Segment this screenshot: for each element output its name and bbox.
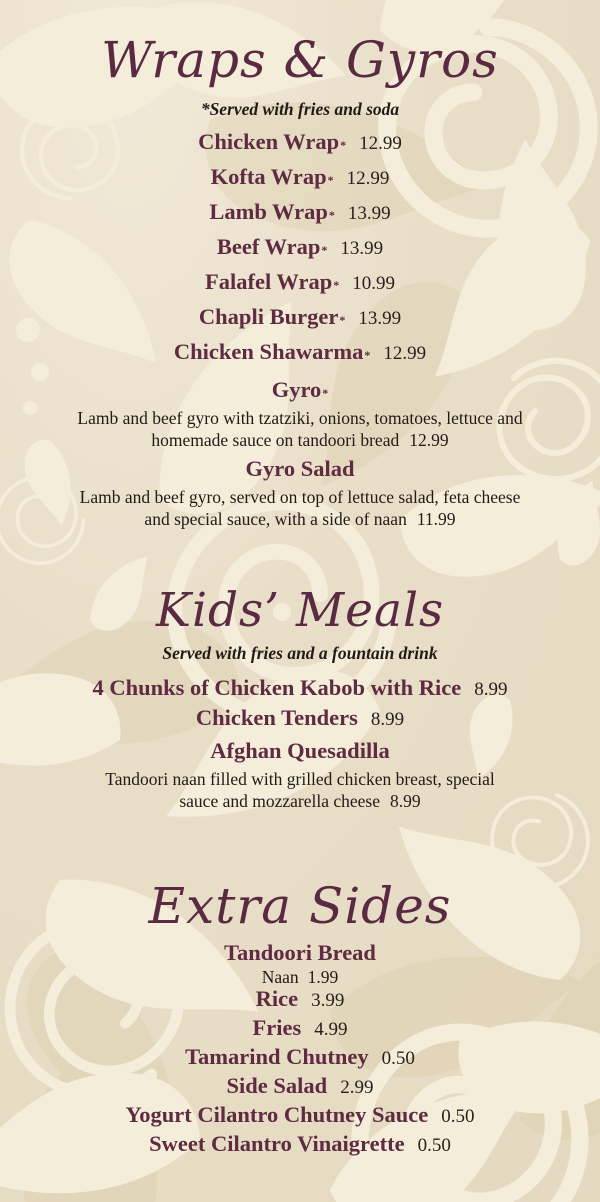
- section-title-extra-sides: Extra Sides: [148, 877, 452, 936]
- menu-item-row: [0, 340, 600, 375]
- item-name: Sweet Cilantro Vinaigrette: [149, 1130, 405, 1156]
- asterisk-mark: *: [322, 385, 329, 400]
- asterisk-mark: *: [328, 207, 335, 222]
- item-price: 1.99: [307, 966, 339, 987]
- menu-item-row: [0, 706, 600, 736]
- section-wraps-gyros: [0, 0, 600, 530]
- item-description: [85, 768, 515, 812]
- item-name: Chicken Tenders: [195, 705, 358, 731]
- menu-item-row: [0, 235, 600, 270]
- item-price: 12.99: [383, 342, 427, 364]
- section-note: Served with fries and a fountain drink: [162, 643, 438, 664]
- item-name: Falafel Wrap: [204, 268, 333, 294]
- menu-item-row: [0, 130, 600, 165]
- item-subline: [0, 967, 600, 987]
- item-name: Tamarind Chutney: [185, 1043, 369, 1069]
- item-name: Rice: [255, 985, 299, 1011]
- item-price: 0.50: [417, 1134, 451, 1156]
- menu-item-row: [0, 305, 600, 340]
- menu-item-described: [0, 378, 600, 451]
- item-price: 8.99: [370, 709, 405, 731]
- asterisk-mark: *: [333, 277, 340, 292]
- item-list: [0, 941, 600, 1161]
- item-price: 13.99: [347, 202, 391, 224]
- menu-item-row: [0, 1045, 600, 1074]
- item-name-line: [0, 378, 600, 406]
- item-name-line: [0, 739, 600, 767]
- item-name: Beef Wrap: [216, 233, 321, 259]
- menu-item-row: [0, 676, 600, 706]
- menu-item-row: [0, 1074, 600, 1103]
- item-price: 0.50: [381, 1047, 415, 1069]
- item-price: 4.99: [314, 1018, 348, 1040]
- item-description: [65, 407, 535, 451]
- item-list: [0, 676, 600, 812]
- asterisk-mark: *: [321, 242, 328, 257]
- item-price: 11.99: [416, 508, 456, 529]
- menu-item-row: [0, 1016, 600, 1045]
- item-price: 8.99: [390, 791, 421, 812]
- item-description-text: Tandoori naan filled with grilled chicken breast, special sauce and mozzarella cheese: [105, 769, 495, 812]
- menu-item-row: [0, 1103, 600, 1132]
- section-extra-sides: [0, 818, 600, 1161]
- item-name: Chicken Wrap: [198, 128, 340, 154]
- item-name-line: [0, 457, 600, 485]
- item-price: 12.99: [359, 132, 402, 154]
- menu-item-described: [0, 739, 600, 812]
- item-price: 12.99: [346, 167, 390, 189]
- menu-item-described: [0, 457, 600, 530]
- asterisk-mark: *: [364, 347, 371, 362]
- item-price: 0.50: [441, 1105, 475, 1127]
- menu-item-row: [0, 987, 600, 1016]
- menu-item-row: [0, 200, 600, 235]
- item-description-text: Lamb and beef gyro, served on top of lettuce salad, feta cheese and special sauce, with a side of naan: [79, 486, 521, 529]
- item-price: 3.99: [311, 989, 345, 1011]
- item-name: Yogurt Cilantro Chutney Sauce: [125, 1101, 429, 1127]
- menu-item-row: [0, 1132, 600, 1161]
- item-price: 8.99: [474, 679, 508, 701]
- item-price: 2.99: [340, 1076, 374, 1098]
- item-subline-text: Naan: [261, 966, 299, 987]
- item-name: Gyro: [271, 376, 322, 402]
- item-price: 12.99: [409, 429, 449, 450]
- item-price: 13.99: [358, 307, 402, 329]
- asterisk-mark: *: [340, 137, 347, 152]
- menu-item-row: [0, 165, 600, 200]
- item-name: Fries: [252, 1014, 302, 1040]
- item-description-text: Lamb and beef gyro with tzatziki, onions, tomatoes, lettuce and homemade sauce on tandoori bread: [77, 407, 523, 450]
- item-list: [0, 130, 600, 530]
- asterisk-mark: *: [339, 312, 346, 327]
- section-title-wraps-gyros: Wraps & Gyros: [101, 31, 499, 89]
- section-kids-meals: [0, 536, 600, 812]
- section-note: *Served with fries and soda: [200, 98, 400, 119]
- item-name: Gyro Salad: [245, 455, 355, 481]
- asterisk-mark: *: [327, 172, 334, 187]
- item-name: 4 Chunks of Chicken Kabob with Rice: [92, 675, 462, 701]
- item-name: Kofta Wrap: [210, 163, 327, 189]
- item-price: 10.99: [352, 272, 396, 294]
- item-name: Tandoori Bread: [224, 939, 376, 965]
- section-title-kids-meals: Kids’ Meals: [155, 582, 445, 638]
- menu-item-row: [0, 941, 600, 967]
- item-price: 13.99: [340, 237, 384, 259]
- item-name: Afghan Quesadilla: [210, 738, 390, 764]
- menu-item-row: [0, 270, 600, 305]
- item-name: Chapli Burger: [198, 303, 339, 329]
- item-description: [65, 486, 535, 530]
- item-name: Lamb Wrap: [209, 198, 328, 224]
- item-name: Chicken Shawarma: [173, 338, 364, 364]
- item-name: Side Salad: [226, 1072, 328, 1098]
